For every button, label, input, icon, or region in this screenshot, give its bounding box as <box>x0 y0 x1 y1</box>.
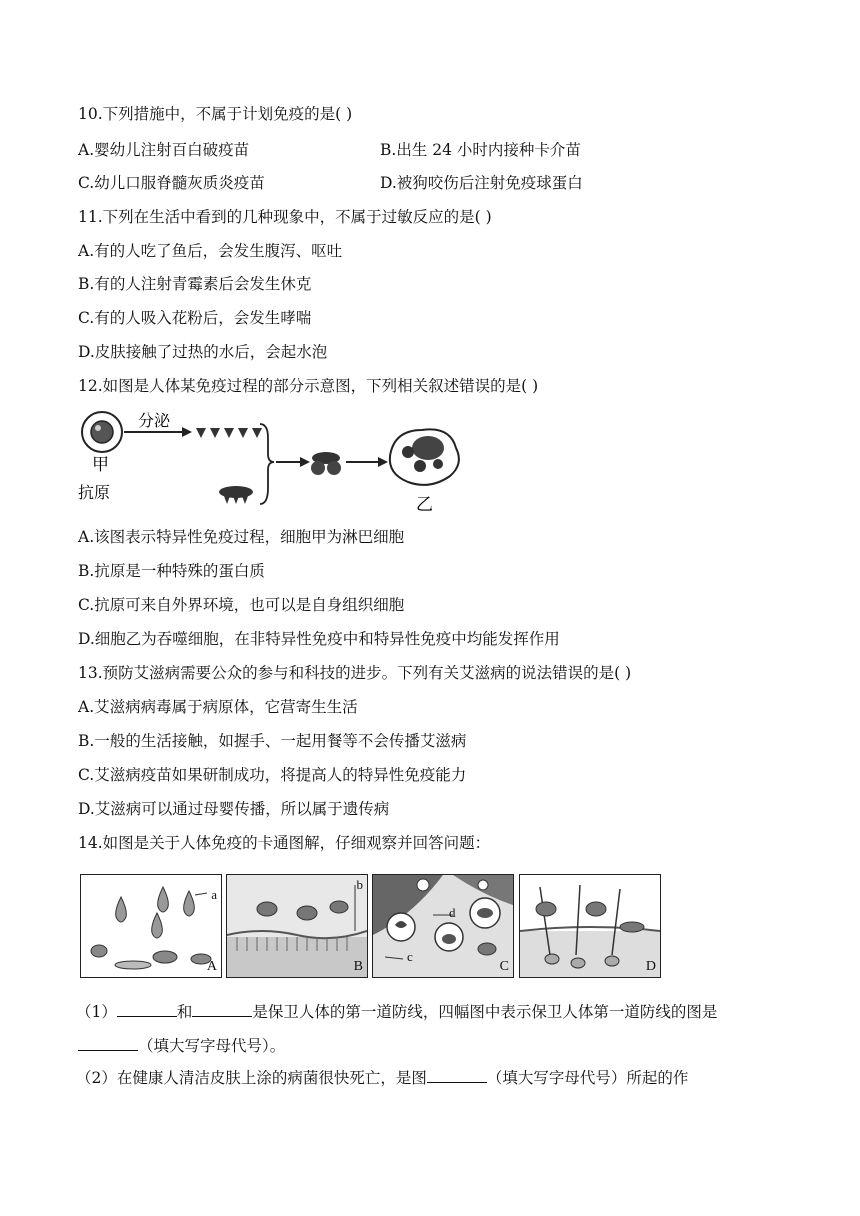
tag-c: c <box>407 949 413 964</box>
part1-text: 是保卫人体的第一道防线，四幅图中表示保卫人体第一道防线的图是 <box>252 1003 718 1021</box>
q10-option-b: B.出生 24 小时内接种卡介苗 <box>380 141 581 159</box>
cell-a-label: 甲 <box>92 455 109 475</box>
q12-option-b: B.抗原是一种特殊的蛋白质 <box>78 562 265 580</box>
q14-stem: 14.如图是关于人体免疫的卡通图解，仔细观察并回答问题： <box>78 834 491 852</box>
answer-blank-3[interactable] <box>78 1036 138 1051</box>
q11-option-b: B.有的人注射青霉素后会发生休克 <box>78 275 312 293</box>
q13-option-c: C.艾滋病疫苗如果研制成功，将提高人的特异性免疫能力 <box>78 766 467 784</box>
q10-option-d: D.被狗咬伤后注射免疫球蛋白 <box>380 174 583 192</box>
q14-part2 <box>76 1068 688 1088</box>
lymphocyte-cell-icon <box>82 412 122 452</box>
part1-tail: （填大写字母代号）。 <box>138 1037 286 1055</box>
part1-number: （1） <box>76 1003 117 1021</box>
q12-stem: 12.如图是人体某免疫过程的部分示意图，下列相关叙述错误的是( ) <box>78 377 539 395</box>
part2-tail: （填大写字母代号）所起的作 <box>486 1069 689 1087</box>
panel-c-label: C <box>499 959 509 974</box>
panel-d <box>519 874 661 978</box>
q11-option-a: A.有的人吃了鱼后，会发生腹泻、呕吐 <box>78 242 343 260</box>
q12-option-d: D.细胞乙为吞噬细胞，在非特异性免疫中和特异性免疫中均能发挥作用 <box>78 630 560 648</box>
q13-option-d: D.艾滋病可以通过母婴传播，所以属于遗传病 <box>78 800 390 818</box>
q10-option-c: C.幼儿口服脊髓灰质炎疫苗 <box>78 174 265 192</box>
brace <box>260 424 274 504</box>
antibody-icons <box>196 428 262 438</box>
part1-and: 和 <box>176 1003 193 1021</box>
tag-a: a <box>211 887 217 902</box>
q11-option-d: D.皮肤接触了过热的水后，会起水泡 <box>78 343 328 361</box>
panel-a-label: A <box>206 959 217 974</box>
q11-stem: 11.下列在生活中看到的几种现象中，不属于过敏反应的是( ) <box>78 208 492 226</box>
cell-b-label: 乙 <box>416 495 433 515</box>
antigen-icon <box>219 486 253 504</box>
q14-part1 <box>76 1002 717 1022</box>
antigen-label: 抗原 <box>78 483 111 502</box>
tag-d: d <box>449 905 456 920</box>
antigen-antibody-complex-icon <box>311 452 341 475</box>
q13-stem: 13.预防艾滋病需要公众的参与和科技的进步。下列有关艾滋病的说法错误的是( ) <box>78 664 632 682</box>
q11-option-c: C.有的人吸入花粉后，会发生哮喘 <box>78 309 312 327</box>
q13-option-a: A.艾滋病病毒属于病原体，它营寄生生活 <box>78 698 358 716</box>
panel-a <box>80 874 222 978</box>
tag-b: b <box>356 877 363 892</box>
q13-option-b: B.一般的生活接触，如握手、一起用餐等不会传播艾滋病 <box>78 732 467 750</box>
panel-b <box>226 874 368 978</box>
immune-process-figure <box>78 408 478 516</box>
q10-option-a: A.婴幼儿注射百白破疫苗 <box>78 141 250 159</box>
q12-option-a: A.该图表示特异性免疫过程，细胞甲为淋巴细胞 <box>78 528 405 546</box>
answer-blank-4[interactable] <box>427 1068 487 1083</box>
answer-blank-2[interactable] <box>192 1002 252 1017</box>
panel-d-label: D <box>645 959 656 974</box>
q10-stem: 10.下列措施中，不属于计划免疫的是( ) <box>78 105 353 123</box>
answer-blank-1[interactable] <box>117 1002 177 1017</box>
panel-c <box>372 874 514 978</box>
phagocyte-cell-icon <box>390 429 459 485</box>
q14-part1-cont <box>78 1036 285 1056</box>
part2-head: （2）在健康人清洁皮肤上涂的病菌很快死亡，是图 <box>76 1069 427 1087</box>
secrete-label: 分泌 <box>138 411 171 430</box>
panel-b-label: B <box>353 959 363 974</box>
q12-option-c: C.抗原可来自外界环境，也可以是自身组织细胞 <box>78 596 405 614</box>
